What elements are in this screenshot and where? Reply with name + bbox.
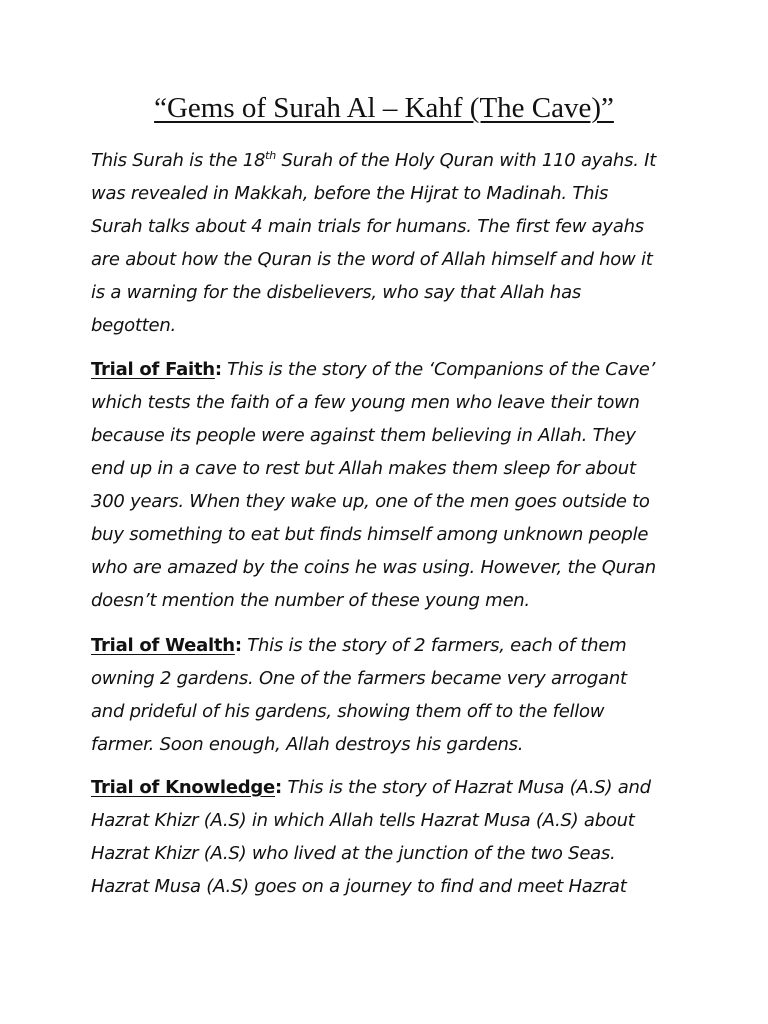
document-title: “Gems of Surah Al – Kahf (The Cave)” <box>154 92 614 124</box>
section-line-text: This is the story of the ‘Companions of the Cave’ <box>221 359 656 380</box>
intro-line: are about how the Quran is the word of Allah himself and how it <box>91 249 653 270</box>
intro-paragraph <box>91 144 691 342</box>
section-first-line <box>91 353 691 386</box>
intro-line-text: Surah of the Holy Quran with 110 ayahs. It <box>275 150 657 171</box>
section-line: farmer. Soon enough, Allah destroys his gardens. <box>91 734 524 755</box>
section-line: 300 years. When they wake up, one of the men goes outside to <box>91 491 650 512</box>
section-trial-of-knowledge <box>91 771 691 903</box>
heading-colon: : <box>234 635 242 656</box>
section-line: Hazrat Khizr (A.S) in which Allah tells Hazrat Musa (A.S) about <box>91 810 635 831</box>
section-line: because its people were against them believing in Allah. They <box>91 425 636 446</box>
intro-line: begotten. <box>91 315 177 336</box>
section-heading: Trial of Wealth <box>91 635 235 656</box>
intro-line-text: This Surah is the 18 <box>91 150 266 171</box>
intro-line: is a warning for the disbelievers, who say that Allah has <box>91 282 581 303</box>
intro-line: was revealed in Makkah, before the Hijrat to Madinah. This <box>91 183 609 204</box>
section-line: buy something to eat but finds himself among unknown people <box>91 524 649 545</box>
section-trial-of-wealth <box>91 629 691 761</box>
heading-colon: : <box>275 777 282 798</box>
section-line: Hazrat Khizr (A.S) who lived at the junction of the two Seas. <box>91 843 616 864</box>
section-line: and prideful of his gardens, showing them off to the fellow <box>91 701 605 722</box>
section-heading: Trial of Faith <box>91 359 215 380</box>
section-first-line <box>91 771 691 804</box>
ordinal-suffix: th <box>265 149 276 162</box>
section-first-line <box>91 629 691 662</box>
section-heading: Trial of Knowledge <box>91 777 276 798</box>
section-line: doesn’t mention the number of these young men. <box>91 590 530 611</box>
section-trial-of-faith <box>91 353 691 617</box>
intro-line: Surah talks about 4 main trials for humans. The first few ayahs <box>91 216 644 237</box>
section-line: end up in a cave to rest but Allah makes them sleep for about <box>91 458 636 479</box>
section-line: which tests the faith of a few young men who leave their town <box>91 392 640 413</box>
section-line-text: This is the story of Hazrat Musa (A.S) and <box>281 777 651 798</box>
intro-line <box>91 144 691 177</box>
heading-colon: : <box>214 359 222 380</box>
section-line: Hazrat Musa (A.S) goes on a journey to find and meet Hazrat <box>91 876 627 897</box>
section-line-text: This is the story of 2 farmers, each of them <box>241 635 627 656</box>
section-line: who are amazed by the coins he was using. However, the Quran <box>91 557 656 578</box>
section-line: owning 2 gardens. One of the farmers became very arrogant <box>91 668 627 689</box>
